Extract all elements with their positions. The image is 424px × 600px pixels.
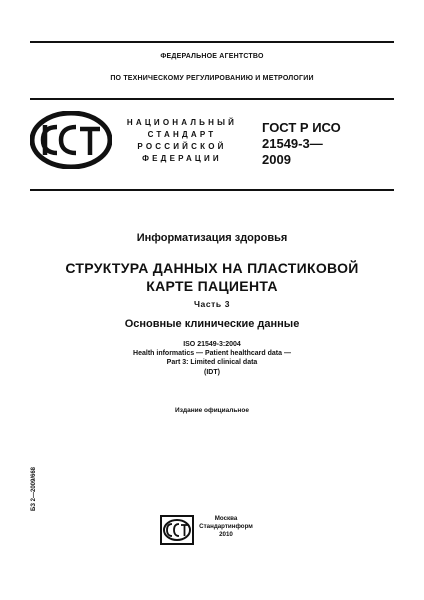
- national-line-4: ФЕДЕРАЦИИ: [142, 154, 222, 163]
- part-subtitle: Основные клинические данные: [124, 318, 300, 330]
- main-title-line-1: СТРУКТУРА ДАННЫХ НА ПЛАСТИКОВОЙ: [65, 260, 359, 276]
- iso-line-3: Part 3: Limited clinical data: [166, 359, 258, 367]
- middle-rule: [30, 98, 394, 100]
- publisher-name: Стандартинформ: [199, 523, 253, 530]
- iso-line-2: Health informatics — Patient healthcard data —: [133, 350, 291, 358]
- iso-reference: [0, 340, 424, 377]
- gost-line-1: ГОСТ Р ИСО: [262, 120, 341, 135]
- top-rule: [30, 41, 394, 43]
- subject-title: Информатизация здоровья: [136, 232, 288, 244]
- publisher-year: 2010: [219, 531, 233, 538]
- publisher-block: [198, 515, 254, 539]
- gost-line-3: 2009: [262, 152, 291, 167]
- agency-line-1: ФЕДЕРАЛЬНОЕ АГЕНТСТВО: [160, 53, 264, 60]
- lower-rule: [30, 189, 394, 191]
- gost-number: [262, 120, 392, 168]
- national-line-3: РОССИЙСКОЙ: [137, 142, 227, 151]
- main-title-line-2: КАРТЕ ПАЦИЕНТА: [146, 278, 278, 294]
- national-standard-label: [118, 117, 246, 165]
- main-title: [0, 259, 424, 295]
- national-line-1: НАЦИОНАЛЬНЫЙ: [126, 118, 238, 127]
- standartinform-logo-icon: [160, 515, 194, 545]
- edition-label: Издание официальное: [175, 407, 249, 414]
- gost-logo-icon: [30, 111, 112, 169]
- gost-line-2: 21549-3—: [262, 136, 323, 151]
- side-code: БЗ 2—2009/668: [31, 466, 37, 511]
- iso-line-4: (IDT): [204, 368, 220, 376]
- agency-line-2: ПО ТЕХНИЧЕСКОМУ РЕГУЛИРОВАНИЮ И МЕТРОЛОГИИ: [110, 75, 314, 82]
- national-line-2: СТАНДАРТ: [147, 130, 217, 139]
- iso-line-1: ISO 21549-3:2004: [183, 341, 241, 348]
- publisher-city: Москва: [214, 515, 238, 522]
- part-label: Часть 3: [193, 299, 231, 309]
